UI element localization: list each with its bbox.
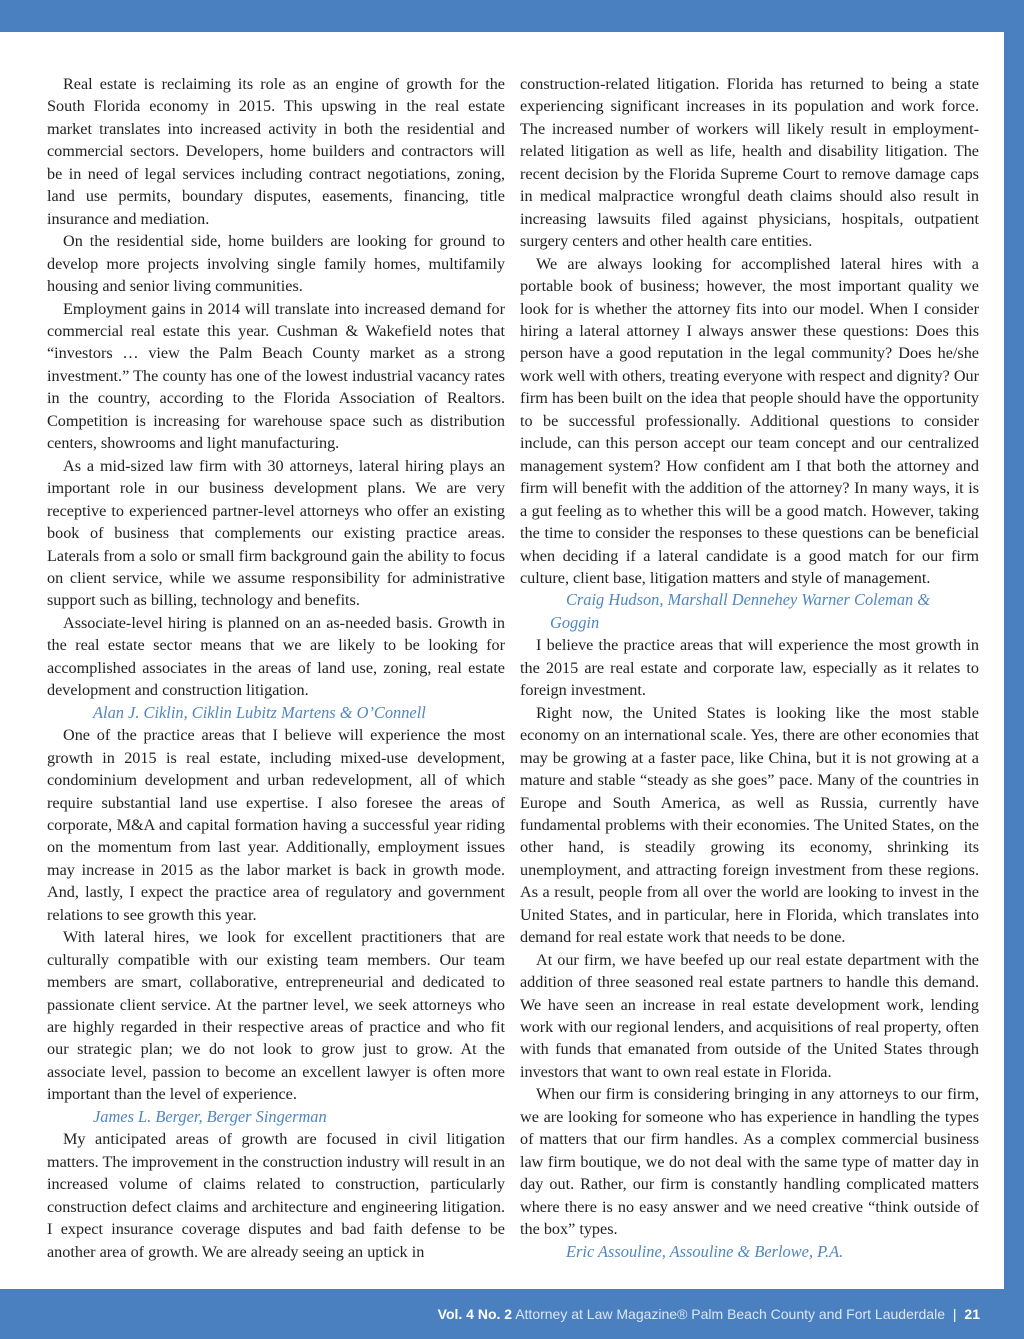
author-byline: Alan J. Ciklin, Ciklin Lubitz Martens & O’Connell <box>93 702 426 722</box>
paragraph: One of the practice areas that I believe will experience the most growth in 2015 is real estate, including mixed-use development, condominium development and urban redevelopment, all of which require substantial land use expertise. I also foresee the areas of corporate, M&A and capital formation having a successful year riding on the momentum from last year. Additionally, employment issues may increase in 2015 as the labor market is back in growth mode. And, lastly, I expect the practice area of regulatory and government relations to see growth this year. <box>47 726 505 924</box>
paragraph: Right now, the United States is looking like the most stable economy on an international scale. Yes, there are other economies that may be growing at a faster pace, like China, but it is not growing at a mature and stable “steady as she goes” pace. Many of the countries in Europe and South America, as well as Russia, currently have fundamental problems with their economies. The United States, on the other hand, is steadily growing its economy, shrinking its unemployment, and attracting foreign investment from these regions. As a result, people from all over the world are looking to invest in the United States, and in particular, here in Florida, which translates into demand for real estate work that needs to be done. <box>520 703 979 947</box>
paragraph: I believe the practice areas that will experience the most growth in the 2015 are real estate and corporate law, especially as it relates to foreign investment. <box>520 636 979 700</box>
footer-separator: | <box>952 1306 957 1322</box>
paragraph: At our firm, we have beefed up our real estate department with the addition of three seasoned real estate partners to handle this demand. We have seen an increase in real estate development work, lending work with our regional lenders, and acquisitions of real property, often with funds that emanated from outside of the United States through investors that want to own real estate in Florida. <box>520 950 979 1081</box>
paragraph: As a mid-sized law firm with 30 attorneys, lateral hiring plays an important role in our business development plans. We are very receptive to experienced partner-level attorneys who offer an existing book of business that complements our existing practice areas. Laterals from a solo or small firm background gain the ability to focus on client service, while we assume responsibility for administrative support such as billing, technology and benefits. <box>47 456 505 610</box>
right-column <box>520 73 979 1263</box>
volume-label: Vol. 4 No. 2 <box>437 1306 513 1322</box>
author-byline: James L. Berger, Berger Singerman <box>93 1106 327 1126</box>
author-byline: Craig Hudson, Marshall Dennehey Warner Coleman & Goggin <box>550 590 931 632</box>
paragraph: My anticipated areas of growth are focused in civil litigation matters. The improvement in the construction industry will result in an increased volume of claims related to construction, particularly construction defect claims and architecture and engineering litigation. I expect insurance coverage disputes and bad faith defense to be another area of growth. We are already seeing an uptick in <box>47 1130 505 1261</box>
footer-text <box>438 1306 980 1322</box>
left-column <box>47 73 505 1263</box>
paragraph: We are always looking for accomplished lateral hires with a portable book of business; however, the most important quality we look for is whether the attorney fits into our model. When I consider hiring a lateral attorney I always answer these questions: Does this person have a good reputation in the legal community? Does he/she work well with others, treating everyone with respect and dignity? Our firm has been built on the idea that people should have the opportunity to be successful professionally. Additional questions to consider include, can this person accept our team concept and our centralized management system? How confident am I that both the attorney and firm will benefit with the addition of the attorney? In many ways, it is a gut feeling as to whether this will be a good match. However, taking the time to consider the responses to these questions can be beneficial when deciding if a lateral candidate is a good match for our firm culture, client base, litigation matters and style of management. <box>520 254 979 587</box>
paragraph: construction-related litigation. Florida has returned to being a state experiencing significant increases in its population and work force. The increased number of workers will likely result in employment-related litigation as well as life, health and disability litigation. The recent decision by the Florida Supreme Court to remove damage caps in medical malpractice wrongful death claims should also result in increasing lawsuits filed against physicians, hospitals, outpatient surgery centers and other health care entities. <box>520 75 979 251</box>
paragraph: With lateral hires, we look for excellent practitioners that are culturally compatible with our existing team members. Our team members are smart, collaborative, entrepreneurial and dedicated to passionate client service. At the partner level, we seek attorneys who are highly regarded in their respective areas of practice and who fit our strategic plan; we do not look to grow just to grow. At the associate level, passion to become an excellent lawyer is often more important than the level of experience. <box>47 928 505 1104</box>
paragraph: When our firm is considering bringing in any attorneys to our firm, we are looking for someone who has experience in handling the types of matters that our firm handles. As a complex commercial business law firm boutique, we do not deal with the same type of matter day in day out. Rather, our firm is constantly handling complicated matters where there is no easy answer and we need creative “think outside of the box” types. <box>520 1085 979 1239</box>
paragraph: On the residential side, home builders are looking for ground to develop more projects involving single family homes, multifamily housing and senior living communities. <box>47 232 505 296</box>
paragraph: Employment gains in 2014 will translate into increased demand for commercial real estate this year. Cushman & Wakefield notes that “investors … view the Palm Beach County market as a strong investment.” The county has one of the lowest industrial vacancy rates in the country, according to the Florida Association of Realtors. Competition is increasing for warehouse space such as distribution centers, showrooms and light manufacturing. <box>47 299 505 453</box>
page-footer <box>0 1300 1024 1330</box>
magazine-title: Attorney at Law Magazine® Palm Beach County and Fort Lauderdale <box>515 1306 945 1322</box>
page-number: 21 <box>964 1306 980 1322</box>
paragraph: Associate-level hiring is planned on an as-needed basis. Growth in the real estate sector means that we are likely to be looking for accomplished associates in the areas of land use, zoning, real estate development and construction litigation. <box>47 613 505 700</box>
author-byline: Eric Assouline, Assouline & Berlowe, P.A. <box>566 1241 844 1261</box>
paragraph: Real estate is reclaiming its role as an engine of growth for the South Florida economy in 2015. This upswing in the real estate market translates into increased activity in both the residential and commercial sectors. Developers, home builders and contractors will be in need of legal services including contract negotiations, zoning, land use permits, boundary disputes, easements, financing, title insurance and mediation. <box>47 75 505 228</box>
magazine-page <box>0 32 1004 1289</box>
